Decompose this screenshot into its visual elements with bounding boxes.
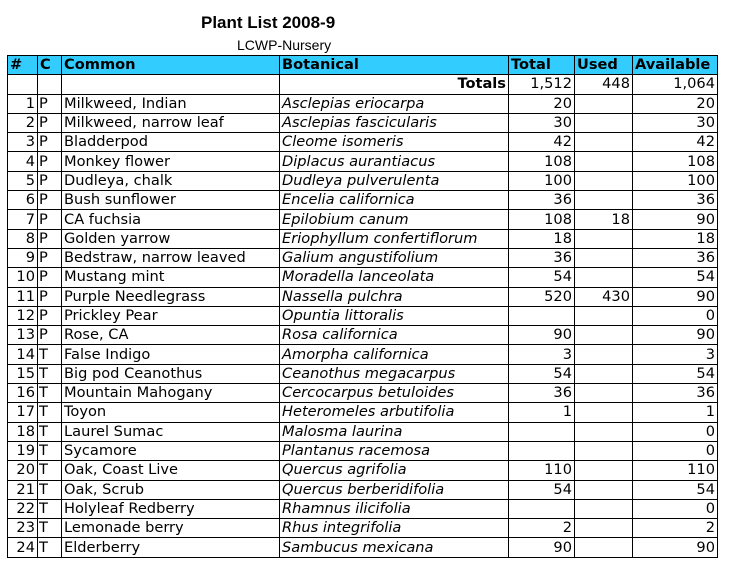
row-total[interactable]: 20 [509, 94, 575, 113]
row-used[interactable] [575, 384, 633, 403]
row-total[interactable]: 108 [509, 210, 575, 229]
row-total[interactable]: 36 [509, 384, 575, 403]
row-used[interactable] [575, 364, 633, 383]
totals-used[interactable]: 448 [575, 75, 633, 94]
row-category[interactable]: P [38, 191, 62, 210]
row-botanical-name[interactable]: Eriophyllum confertiflorum [280, 229, 509, 248]
row-botanical-name[interactable]: Sambucus mexicana [280, 538, 509, 557]
row-category[interactable]: T [38, 480, 62, 499]
col-header-total[interactable]: Total [509, 56, 575, 75]
row-number[interactable]: 11 [8, 287, 38, 306]
table-row [8, 422, 718, 441]
row-available[interactable]: 108 [633, 152, 718, 171]
row-botanical-name[interactable]: Ceanothus megacarpus [280, 364, 509, 383]
row-number[interactable]: 1 [8, 94, 38, 113]
totals-total[interactable]: 1,512 [509, 75, 575, 94]
row-available[interactable]: 36 [633, 384, 718, 403]
row-number[interactable]: 17 [8, 403, 38, 422]
row-botanical-name[interactable]: Quercus berberidifolia [280, 480, 509, 499]
table-cell[interactable] [62, 75, 280, 94]
row-number[interactable]: 14 [8, 345, 38, 364]
row-used[interactable] [575, 171, 633, 190]
row-number[interactable]: 6 [8, 191, 38, 210]
row-botanical-name[interactable]: Moradella lanceolata [280, 268, 509, 287]
row-used[interactable] [575, 133, 633, 152]
row-common-name[interactable]: Golden yarrow [62, 229, 280, 248]
row-available[interactable]: 1 [633, 403, 718, 422]
table-row [8, 210, 718, 229]
row-category[interactable]: P [38, 171, 62, 190]
row-common-name[interactable]: Dudleya, chalk [62, 171, 280, 190]
row-used[interactable] [575, 229, 633, 248]
table-row [8, 326, 718, 345]
row-common-name[interactable]: Monkey flower [62, 152, 280, 171]
row-category[interactable]: T [38, 519, 62, 538]
row-common-name[interactable]: Lemonade berry [62, 519, 280, 538]
row-botanical-name[interactable]: Asclepias eriocarpa [280, 94, 509, 113]
row-total[interactable]: 54 [509, 268, 575, 287]
table-row [8, 538, 718, 557]
row-number[interactable]: 19 [8, 441, 38, 460]
row-botanical-name[interactable]: Opuntia littoralis [280, 306, 509, 325]
row-available[interactable]: 0 [633, 306, 718, 325]
row-number[interactable]: 5 [8, 171, 38, 190]
row-botanical-name[interactable]: Epilobium canum [280, 210, 509, 229]
row-used[interactable] [575, 326, 633, 345]
row-available[interactable]: 0 [633, 422, 718, 441]
table-row [8, 403, 718, 422]
row-available[interactable]: 42 [633, 133, 718, 152]
row-used[interactable] [575, 113, 633, 132]
row-common-name[interactable]: CA fuchsia [62, 210, 280, 229]
row-total[interactable] [509, 441, 575, 460]
row-number[interactable]: 2 [8, 113, 38, 132]
table-row [8, 152, 718, 171]
row-used[interactable] [575, 152, 633, 171]
row-available[interactable]: 2 [633, 519, 718, 538]
row-common-name[interactable]: Bladderpod [62, 133, 280, 152]
table-row [8, 384, 718, 403]
row-category[interactable]: P [38, 306, 62, 325]
row-number[interactable]: 4 [8, 152, 38, 171]
row-common-name[interactable]: Purple Needlegrass [62, 287, 280, 306]
row-available[interactable]: 90 [633, 326, 718, 345]
table-row [8, 268, 718, 287]
row-total[interactable]: 2 [509, 519, 575, 538]
row-total[interactable]: 30 [509, 113, 575, 132]
row-number[interactable]: 20 [8, 461, 38, 480]
row-available[interactable]: 18 [633, 229, 718, 248]
row-category[interactable]: P [38, 268, 62, 287]
row-common-name[interactable]: Mustang mint [62, 268, 280, 287]
row-used[interactable] [575, 499, 633, 518]
row-available[interactable]: 3 [633, 345, 718, 364]
table-row [8, 171, 718, 190]
row-common-name[interactable]: Bedstraw, narrow leaved [62, 248, 280, 267]
row-category[interactable]: T [38, 422, 62, 441]
table-row [8, 94, 718, 113]
row-category[interactable]: T [38, 364, 62, 383]
row-common-name[interactable]: Laurel Sumac [62, 422, 280, 441]
row-available[interactable]: 20 [633, 94, 718, 113]
row-number[interactable]: 13 [8, 326, 38, 345]
row-total[interactable]: 1 [509, 403, 575, 422]
row-used[interactable] [575, 248, 633, 267]
row-botanical-name[interactable]: Cleome isomeris [280, 133, 509, 152]
table-row [8, 113, 718, 132]
row-common-name[interactable]: Milkweed, narrow leaf [62, 113, 280, 132]
row-used[interactable] [575, 441, 633, 460]
row-used[interactable] [575, 403, 633, 422]
table-row [8, 364, 718, 383]
row-available[interactable]: 90 [633, 210, 718, 229]
row-botanical-name[interactable]: Malosma laurina [280, 422, 509, 441]
table-row [8, 499, 718, 518]
row-category[interactable]: P [38, 113, 62, 132]
row-botanical-name[interactable]: Nassella pulchra [280, 287, 509, 306]
col-header-used[interactable]: Used [575, 56, 633, 75]
row-used[interactable] [575, 191, 633, 210]
row-common-name[interactable]: Toyon [62, 403, 280, 422]
row-available[interactable]: 54 [633, 480, 718, 499]
row-number[interactable]: 8 [8, 229, 38, 248]
row-total[interactable] [509, 422, 575, 441]
row-botanical-name[interactable]: Asclepias fascicularis [280, 113, 509, 132]
plant-table [7, 55, 718, 558]
table-row [8, 287, 718, 306]
row-category[interactable]: P [38, 287, 62, 306]
row-common-name[interactable]: Bush sunflower [62, 191, 280, 210]
table-cell[interactable] [38, 75, 62, 94]
row-total[interactable]: 90 [509, 326, 575, 345]
row-category[interactable]: T [38, 403, 62, 422]
row-botanical-name[interactable]: Galium angustifolium [280, 248, 509, 267]
row-total[interactable]: 3 [509, 345, 575, 364]
col-header-available[interactable]: Available [633, 56, 718, 75]
row-used[interactable] [575, 480, 633, 499]
row-category[interactable]: P [38, 248, 62, 267]
col-header-botanical[interactable]: Botanical [280, 56, 509, 75]
row-category[interactable]: T [38, 384, 62, 403]
row-common-name[interactable]: Prickley Pear [62, 306, 280, 325]
row-available[interactable]: 54 [633, 364, 718, 383]
row-category[interactable]: P [38, 152, 62, 171]
row-used[interactable] [575, 306, 633, 325]
table-row [8, 191, 718, 210]
row-number[interactable]: 16 [8, 384, 38, 403]
row-number[interactable]: 3 [8, 133, 38, 152]
row-number[interactable]: 18 [8, 422, 38, 441]
row-common-name[interactable]: Holyleaf Redberry [62, 499, 280, 518]
row-number[interactable]: 7 [8, 210, 38, 229]
row-used[interactable] [575, 345, 633, 364]
row-used[interactable] [575, 538, 633, 557]
row-botanical-name[interactable]: Cercocarpus betuloides [280, 384, 509, 403]
row-common-name[interactable]: Oak, Coast Live [62, 461, 280, 480]
row-category[interactable]: P [38, 326, 62, 345]
row-common-name[interactable]: False Indigo [62, 345, 280, 364]
table-row [8, 306, 718, 325]
row-used[interactable] [575, 519, 633, 538]
row-category[interactable]: P [38, 94, 62, 113]
row-botanical-name[interactable]: Rhus integrifolia [280, 519, 509, 538]
row-number[interactable]: 15 [8, 364, 38, 383]
table-row [8, 345, 718, 364]
row-available[interactable]: 54 [633, 268, 718, 287]
row-total[interactable]: 54 [509, 364, 575, 383]
table-row [8, 480, 718, 499]
row-number[interactable]: 24 [8, 538, 38, 557]
table-row [8, 519, 718, 538]
row-category[interactable]: T [38, 499, 62, 518]
row-number[interactable]: 23 [8, 519, 38, 538]
row-botanical-name[interactable]: Plantanus racemosa [280, 441, 509, 460]
row-common-name[interactable]: Mountain Mahogany [62, 384, 280, 403]
row-total[interactable]: 520 [509, 287, 575, 306]
totals-row [8, 75, 718, 94]
row-category[interactable]: P [38, 229, 62, 248]
table-row [8, 248, 718, 267]
row-used[interactable] [575, 268, 633, 287]
row-total[interactable]: 36 [509, 191, 575, 210]
table-row [8, 461, 718, 480]
row-botanical-name[interactable]: Heteromeles arbutifolia [280, 403, 509, 422]
row-botanical-name[interactable]: Quercus agrifolia [280, 461, 509, 480]
row-total[interactable] [509, 306, 575, 325]
row-total[interactable]: 36 [509, 248, 575, 267]
row-available[interactable]: 30 [633, 113, 718, 132]
col-header-number[interactable]: # [8, 56, 38, 75]
table-cell[interactable] [8, 75, 38, 94]
row-common-name[interactable]: Sycamore [62, 441, 280, 460]
row-number[interactable]: 12 [8, 306, 38, 325]
row-botanical-name[interactable]: Rosa californica [280, 326, 509, 345]
row-available[interactable]: 0 [633, 499, 718, 518]
row-number[interactable]: 22 [8, 499, 38, 518]
table-row [8, 229, 718, 248]
col-header-common[interactable]: Common [62, 56, 280, 75]
row-total[interactable]: 108 [509, 152, 575, 171]
row-common-name[interactable]: Big pod Ceanothus [62, 364, 280, 383]
row-available[interactable]: 110 [633, 461, 718, 480]
row-category[interactable]: P [38, 210, 62, 229]
totals-available[interactable]: 1,064 [633, 75, 718, 94]
row-total[interactable]: 18 [509, 229, 575, 248]
header-row [8, 56, 718, 75]
table-row [8, 441, 718, 460]
row-total[interactable]: 110 [509, 461, 575, 480]
row-available[interactable]: 36 [633, 248, 718, 267]
row-used[interactable] [575, 422, 633, 441]
row-category[interactable]: T [38, 461, 62, 480]
row-number[interactable]: 10 [8, 268, 38, 287]
row-number[interactable]: 21 [8, 480, 38, 499]
row-botanical-name[interactable]: Dudleya pulverulenta [280, 171, 509, 190]
row-botanical-name[interactable]: Amorpha californica [280, 345, 509, 364]
totals-label[interactable]: Totals [280, 75, 509, 94]
row-used[interactable] [575, 94, 633, 113]
row-common-name[interactable]: Elderberry [62, 538, 280, 557]
row-total[interactable]: 54 [509, 480, 575, 499]
row-common-name[interactable]: Milkweed, Indian [62, 94, 280, 113]
row-available[interactable]: 36 [633, 191, 718, 210]
row-botanical-name[interactable]: Rhamnus ilicifolia [280, 499, 509, 518]
col-header-category[interactable]: C [38, 56, 62, 75]
row-total[interactable]: 90 [509, 538, 575, 557]
row-total[interactable]: 100 [509, 171, 575, 190]
row-category[interactable]: P [38, 133, 62, 152]
row-common-name[interactable]: Rose, CA [62, 326, 280, 345]
row-used[interactable] [575, 461, 633, 480]
row-used[interactable]: 430 [575, 287, 633, 306]
page-title: Plant List 2008-9 [201, 13, 336, 32]
row-total[interactable]: 42 [509, 133, 575, 152]
row-botanical-name[interactable]: Encelia californica [280, 191, 509, 210]
row-category[interactable]: T [38, 345, 62, 364]
row-category[interactable]: T [38, 441, 62, 460]
row-available[interactable]: 100 [633, 171, 718, 190]
row-number[interactable]: 9 [8, 248, 38, 267]
row-used[interactable]: 18 [575, 210, 633, 229]
row-category[interactable]: T [38, 538, 62, 557]
row-common-name[interactable]: Oak, Scrub [62, 480, 280, 499]
row-available[interactable]: 0 [633, 441, 718, 460]
table-row [8, 133, 718, 152]
row-available[interactable]: 90 [633, 538, 718, 557]
page-subtitle: LCWP-Nursery [237, 37, 332, 53]
row-total[interactable] [509, 499, 575, 518]
row-botanical-name[interactable]: Diplacus aurantiacus [280, 152, 509, 171]
row-available[interactable]: 90 [633, 287, 718, 306]
